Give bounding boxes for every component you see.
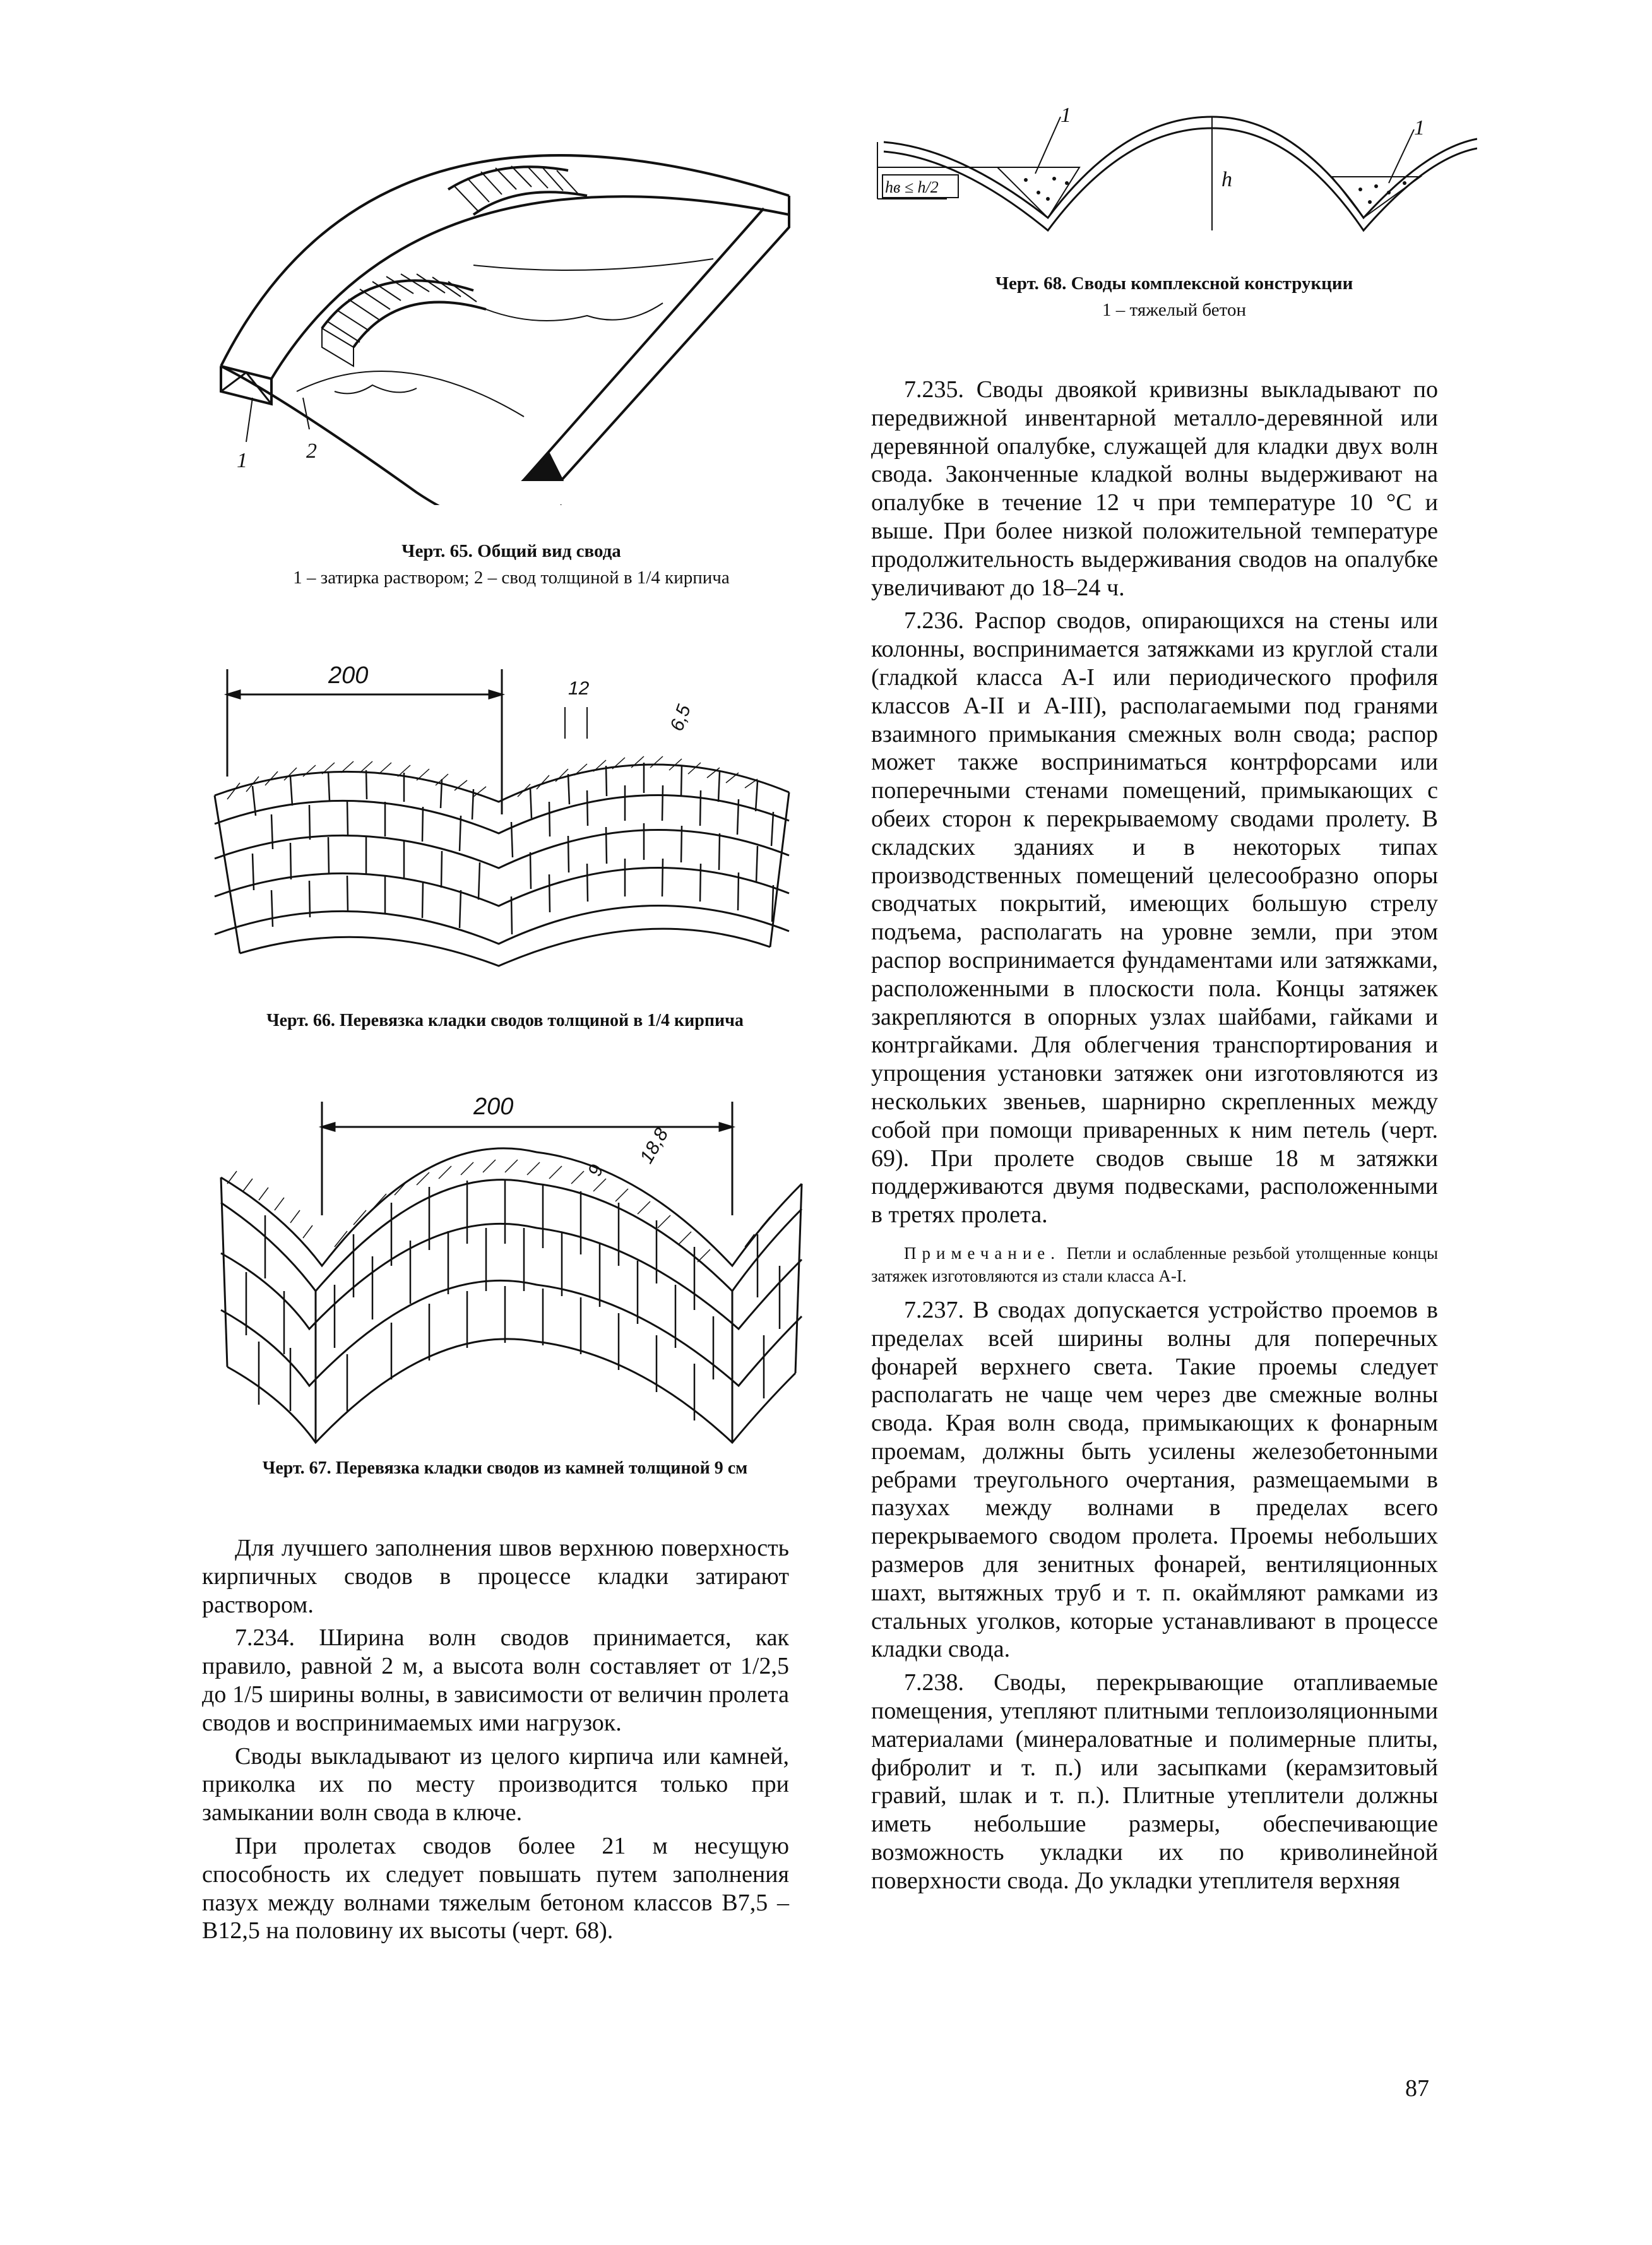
paragraph-7-235: 7.235. Своды двоякой кривизны выкладывают по передвижной инвентарной металло-деревянной или деревянной опалубке, служащей для кладки двух волн свода. Законченные кладкой волны выдерживают на опалубке в течение 12 ч при температуре 10 °С и выше. При более низкой положительной температуре продолжительность выдерживания сводов на опалубке увеличивают до 18–24 ч. bbox=[871, 376, 1438, 601]
left-paragraph-3: Своды выкладывают из целого кирпича или камней, приколка их по месту производится только при замыкании волн свода в ключе. bbox=[202, 1742, 789, 1826]
fig65-label-2: 2 bbox=[306, 439, 317, 463]
page-number: 87 bbox=[1405, 2075, 1429, 2102]
fig68-label-1b: 1 bbox=[1414, 116, 1425, 140]
figure-66-caption: Черт. 66. Перевязка кладки сводов толщиной в 1/4 кирпича bbox=[266, 1011, 744, 1030]
figure-68-legend: 1 – тяжелый бетон bbox=[1102, 300, 1246, 320]
figure-68-drawing bbox=[871, 104, 1477, 256]
note-text: Петли и ослабленные резьбой утолщенные концы затяжек изготовляются из стали класса А-I. bbox=[871, 1243, 1439, 1285]
figure-65-caption: Черт. 65. Общий вид свода bbox=[401, 541, 621, 561]
fig66-dim-12: 12 bbox=[568, 678, 590, 699]
note bbox=[871, 1242, 1438, 1287]
left-paragraph-1: Для лучшего заполнения швов верхнюю поверхность кирпичных сводов в процессе кладки затирают раствором. bbox=[202, 1535, 789, 1618]
figure-67-caption: Черт. 67. Перевязка кладки сводов из камней толщиной 9 см bbox=[262, 1458, 748, 1478]
fig68-label-1a: 1 bbox=[1061, 104, 1071, 127]
note-label: Примечание. bbox=[904, 1243, 1061, 1263]
fig66-dim-6-5: 6,5 bbox=[666, 701, 695, 734]
fig65-label-1: 1 bbox=[237, 449, 247, 472]
fig67-dim-200: 200 bbox=[473, 1093, 514, 1120]
fig68-label-h: h bbox=[1221, 168, 1232, 191]
fig68-label-hb: hв ≤ h/2 bbox=[885, 178, 939, 196]
figure-67-drawing bbox=[208, 1076, 814, 1480]
left-column-text bbox=[202, 1534, 789, 1945]
figure-65-caption-block bbox=[208, 538, 814, 591]
fig67-dim-9: 9 bbox=[584, 1162, 608, 1179]
figure-68-caption: Черт. 68. Своды комплексной конструкции bbox=[995, 273, 1353, 294]
figure-66-drawing bbox=[202, 650, 808, 979]
figure-65-legend: 1 – затирка раствором; 2 – свод толщиной в 1/4 кирпича bbox=[293, 568, 730, 588]
left-paragraph-4: При пролетах сводов более 21 м несущую способность их следует повышать путем заполнения пазух между волнами тяжелым бетоном классов В7,5 – В12,5 на половину их высоты (черт. 68). bbox=[202, 1832, 789, 1944]
right-column-text bbox=[871, 376, 1438, 1895]
paragraph-7-237: 7.237. В сводах допускается устройство проемов в пределах всей ширины волны для поперечных фонарей верхнего света. Такие проемы следует располагать не чаще чем через две смежные волны свода. Края волн свода, примыкающих к фонарным проемам, должны быть усилены железобетонными ребрами треугольного очертания, размещаемыми в пазухах между волнами в пределах всего перекрываемого сводом пролета. Проемы небольших размеров для зенитных фонарей, вентиляционных шахт, вытяжных труб и т. п. окаймляют рамками из стальных уголков, которые устанавливают в процессе кладки свода. bbox=[871, 1296, 1438, 1663]
paragraph-7-238: 7.238. Своды, перекрывающие отапливаемые помещения, утепляют плитными теплоизоляционными материалами (минераловатные и полимерные плиты, фибролит и т. п.) или засыпками (керамзитовый гравий, шлак и т. п.). Плитные утеплители должны иметь небольшие размеры, обеспечивающие возможность укладки их по криволинейной поверхности свода. До укладки утеплителя верхняя bbox=[871, 1669, 1438, 1894]
fig66-dim-200: 200 bbox=[328, 662, 369, 689]
paragraph-7-236: 7.236. Распор сводов, опирающихся на стены или колонны, воспринимается затяжками из круглой стали (гладкой класса А-I или периодического профиля классов А-II и А-III), располагаемыми под гранями взаимного примыкания смежных волн свода; распор может также восприниматься контрфорсами или поперечными стенами помещений, примыкающих с обеих сторон к перекрываемому сводами пролету. В складских зданиях и в некоторых типах производственных помещений целесообразно опоры сводчатых покрытий, имеющих большую стрелу подъема, располагать на уровне земли, при этом распор воспринимается фундаментами или затяжками, расположенными в плоскости пола. Концы затяжек закрепляются в опорных узлах шайбами, гайками и контргайками. Для облегчения транспортирования и упрощения установки затяжек они изготовляются из нескольких звеньев, шарнирно скрепленных между собой при помощи приваренных к ним петель (черт. 69). При пролете сводов свыше 18 м затяжки поддерживаются двумя подвесками, расположенными в третях пролета. bbox=[871, 607, 1438, 1229]
figure-65-vault-drawing bbox=[208, 101, 814, 505]
left-paragraph-2: 7.234. Ширина волн сводов принимается, как правило, равной 2 м, а высота волн составляет от 1/2,5 до 1/5 ширины волны, в зависимости от величин пролета сводов и воспринимаемых ими нагрузок. bbox=[202, 1624, 789, 1736]
fig67-dim-18-8: 18,8 bbox=[636, 1124, 673, 1167]
figure-68-caption-block bbox=[871, 270, 1477, 323]
